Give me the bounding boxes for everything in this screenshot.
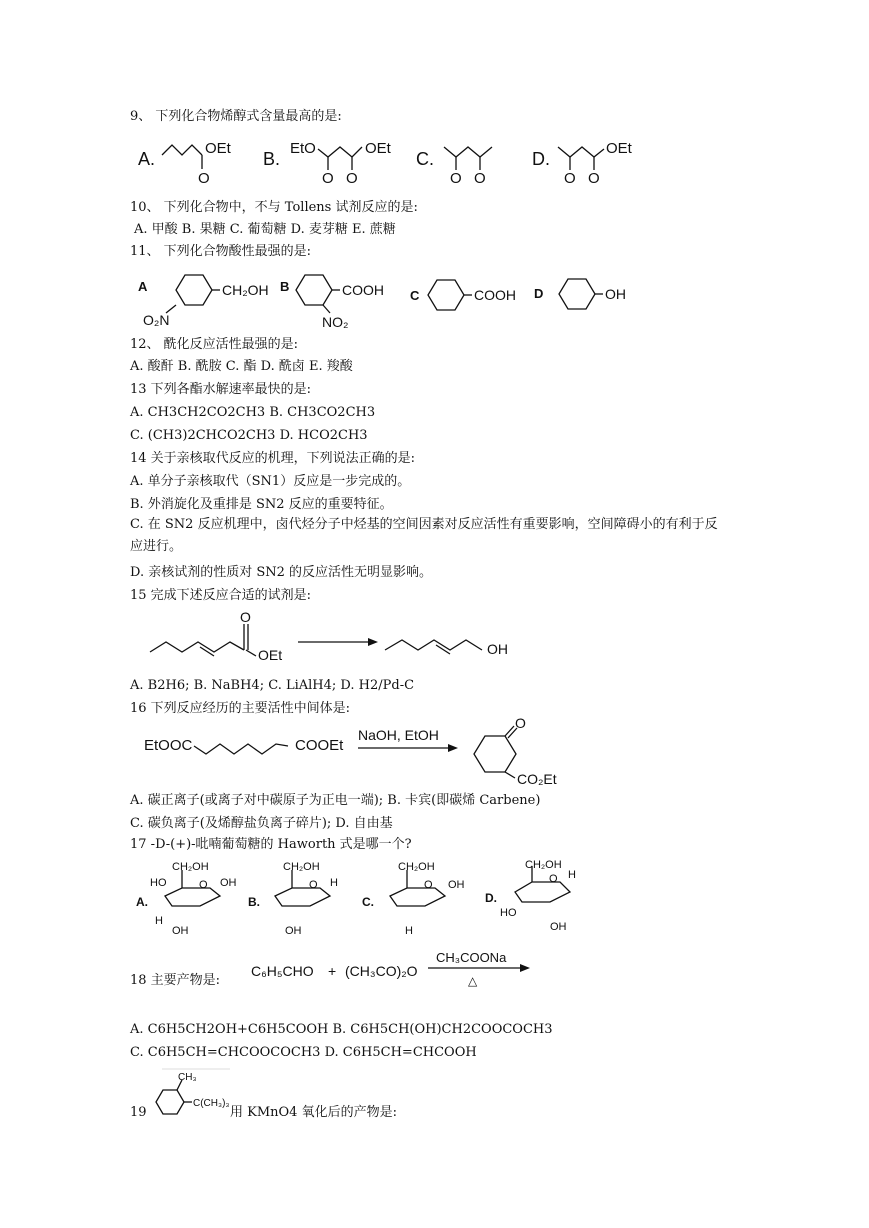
- q9-b-oet: OEt: [365, 140, 391, 157]
- q11-d-oh: OH: [605, 286, 626, 302]
- q15-reaction: [0, 609, 869, 672]
- q11-c-cooh: COOH: [474, 287, 516, 303]
- q18-plus: +: [328, 963, 337, 979]
- q18-reaction: [0, 948, 869, 988]
- q9-c-o2: O: [474, 170, 486, 187]
- question-18: 18 主要产物是:: [130, 973, 221, 988]
- q9-b-o1: O: [322, 170, 334, 187]
- q17-haworth-structures: [0, 858, 869, 938]
- q9-label-b: B.: [263, 149, 281, 169]
- q14-option-c: C. 在 SN2 反应机理中，卤代烃分子中烃基的空间因素对反应活性有重要影响，空间障碍小的有利于反应进行。: [130, 517, 718, 554]
- q17-a-ch2oh: CH₂OH: [172, 861, 209, 873]
- q17-c-h: H: [405, 925, 413, 937]
- q9-label-d: D.: [532, 149, 550, 169]
- question-9: 9、 下列化合物烯醇式含量最高的是:: [130, 109, 342, 124]
- q16-o: O: [515, 715, 526, 731]
- q18-reactant2: (CH₃CO)₂O: [345, 963, 418, 979]
- q11-a-o2n: O₂N: [143, 312, 170, 328]
- q17-option-c: [362, 861, 465, 937]
- q16-options-b: C. 碳负离子(及烯醇盐负离子碎片); D. 自由基: [130, 816, 393, 831]
- q14-option-b: B. 外消旋化及重排是 SN2 反应的重要特征。: [130, 497, 393, 512]
- q9-b-eto: EtO: [290, 140, 316, 157]
- q9-a-oet: OEt: [205, 140, 231, 157]
- q18-options-b: C. C6H5CH=CHCOOCOCH3 D. C6H5CH=CHCOOH: [130, 1045, 477, 1060]
- q11-b-cooh: COOH: [342, 282, 384, 298]
- q12-options: A. 酸酐 B. 酰胺 C. 酯 D. 酰卤 E. 羧酸: [130, 359, 353, 374]
- q18-reactant1: C₆H₅CHO: [251, 963, 314, 979]
- q13-options-b: C. (CH3)2CHCO2CH3 D. HCO2CH3: [130, 428, 368, 443]
- q9-d-oet: OEt: [606, 140, 632, 157]
- q17-option-b: [248, 861, 338, 937]
- q9-label-a: A.: [138, 149, 156, 169]
- question-16: 16 下列反应经历的主要活性中间体是:: [130, 701, 351, 716]
- question-14: 14 关于亲核取代反应的机理，下列说法正确的是:: [130, 451, 416, 466]
- q11-a-ch2oh: CH₂OH: [222, 282, 269, 298]
- question-15: 15 完成下述反应合适的试剂是:: [130, 588, 312, 603]
- q16-options-a: A. 碳正离子(或离子对中碳原子为正电一端); B. 卡宾(即碳烯 Carbene): [130, 793, 541, 808]
- q17-b-ch2oh: CH₂OH: [283, 861, 320, 873]
- q17-a-oh: OH: [220, 877, 237, 889]
- question-10: 10、 下列化合物中，不与 Tollens 试剂反应的是:: [130, 200, 418, 215]
- q11-label-a: A: [138, 279, 148, 294]
- q15-options: A. B2H6; B. NaBH4; C. LiAlH4; D. H2/Pd-C: [130, 678, 415, 693]
- q18-options-a: A. C6H5CH2OH+C6H5COOH B. C6H5CH(OH)CH2COOCOCH3: [130, 1022, 553, 1037]
- q19-structure: [0, 1068, 869, 1128]
- question-11: 11、 下列化合物酸性最强的是:: [130, 244, 312, 259]
- q17-b-o: O: [309, 879, 318, 891]
- q17-d-ch2oh: CH₂OH: [525, 859, 562, 871]
- q17-c-o: O: [424, 879, 433, 891]
- q18-catalyst: CH₃COONa: [436, 950, 507, 965]
- q17-label-d: D.: [485, 891, 497, 905]
- q9-label-c: C.: [416, 149, 434, 169]
- q17-label-c: C.: [362, 895, 374, 909]
- q17-d-oh: OH: [550, 921, 567, 933]
- q19-tbu: C(CH₃)₃: [193, 1098, 230, 1109]
- q17-label-b: B.: [248, 895, 260, 909]
- q9-b-o2: O: [346, 170, 358, 187]
- q17-b-oh: OH: [285, 925, 302, 937]
- q17-b-h: H: [330, 877, 338, 889]
- q17-c-ch2oh: CH₂OH: [398, 861, 435, 873]
- q10-options: A. 甲酸 B. 果糖 C. 葡萄糖 D. 麦芽糖 E. 蔗糖: [134, 222, 396, 237]
- q17-option-a: [136, 861, 237, 937]
- q9-structures: [0, 135, 869, 195]
- q17-option-d: [485, 859, 576, 933]
- q15-oet: OEt: [258, 647, 283, 663]
- q17-c-oh: OH: [448, 879, 465, 891]
- q9-c-o1: O: [450, 170, 462, 187]
- q14-option-a: A. 单分子亲核取代（SN1）反应是一步完成的。: [130, 474, 411, 489]
- q17-label-a: A.: [136, 895, 148, 909]
- q17-d-ho: HO: [500, 907, 517, 919]
- question-19: 19: [130, 1105, 147, 1120]
- q16-reaction: [0, 715, 869, 792]
- q9-d-o1: O: [564, 170, 576, 187]
- q16-reactant: EtOOC: [144, 737, 193, 754]
- question-12: 12、 酰化反应活性最强的是:: [130, 337, 299, 352]
- q17-d-h: H: [568, 869, 576, 881]
- q11-structures: [0, 265, 869, 330]
- q18-heat: △: [468, 974, 478, 988]
- q11-label-b: B: [280, 279, 290, 294]
- q9-a-o: O: [198, 170, 210, 187]
- q14-option-d: D. 亲核试剂的性质对 SN2 的反应活性无明显影响。: [130, 565, 433, 580]
- q11-label-c: C: [410, 288, 420, 303]
- q17-a-ho: HO: [150, 877, 167, 889]
- q17-a-h: H: [155, 915, 163, 927]
- q11-b-no2: NO₂: [322, 314, 349, 330]
- q16-co2et: CO₂Et: [517, 771, 557, 787]
- q15-o: O: [240, 609, 251, 625]
- question-17: 17 -D-(+)-吡喃葡萄糖的 Haworth 式是哪一个?: [130, 837, 412, 852]
- q9-d-o2: O: [588, 170, 600, 187]
- q15-oh: OH: [487, 641, 508, 657]
- q17-d-o: O: [549, 873, 558, 885]
- q19-ch3: CH₃: [178, 1072, 197, 1083]
- q16-conditions: NaOH, EtOH: [358, 727, 439, 743]
- q13-options-a: A. CH3CH2CO2CH3 B. CH3CO2CH3: [130, 405, 376, 420]
- q17-a-oh2: OH: [172, 925, 189, 937]
- q11-label-d: D: [534, 286, 544, 301]
- q17-a-o: O: [199, 879, 208, 891]
- question-19-text: 用 KMnO4 氧化后的产物是:: [230, 1105, 397, 1120]
- question-13: 13 下列各酯水解速率最快的是:: [130, 382, 312, 397]
- q16-reactant-end: COOEt: [295, 737, 344, 754]
